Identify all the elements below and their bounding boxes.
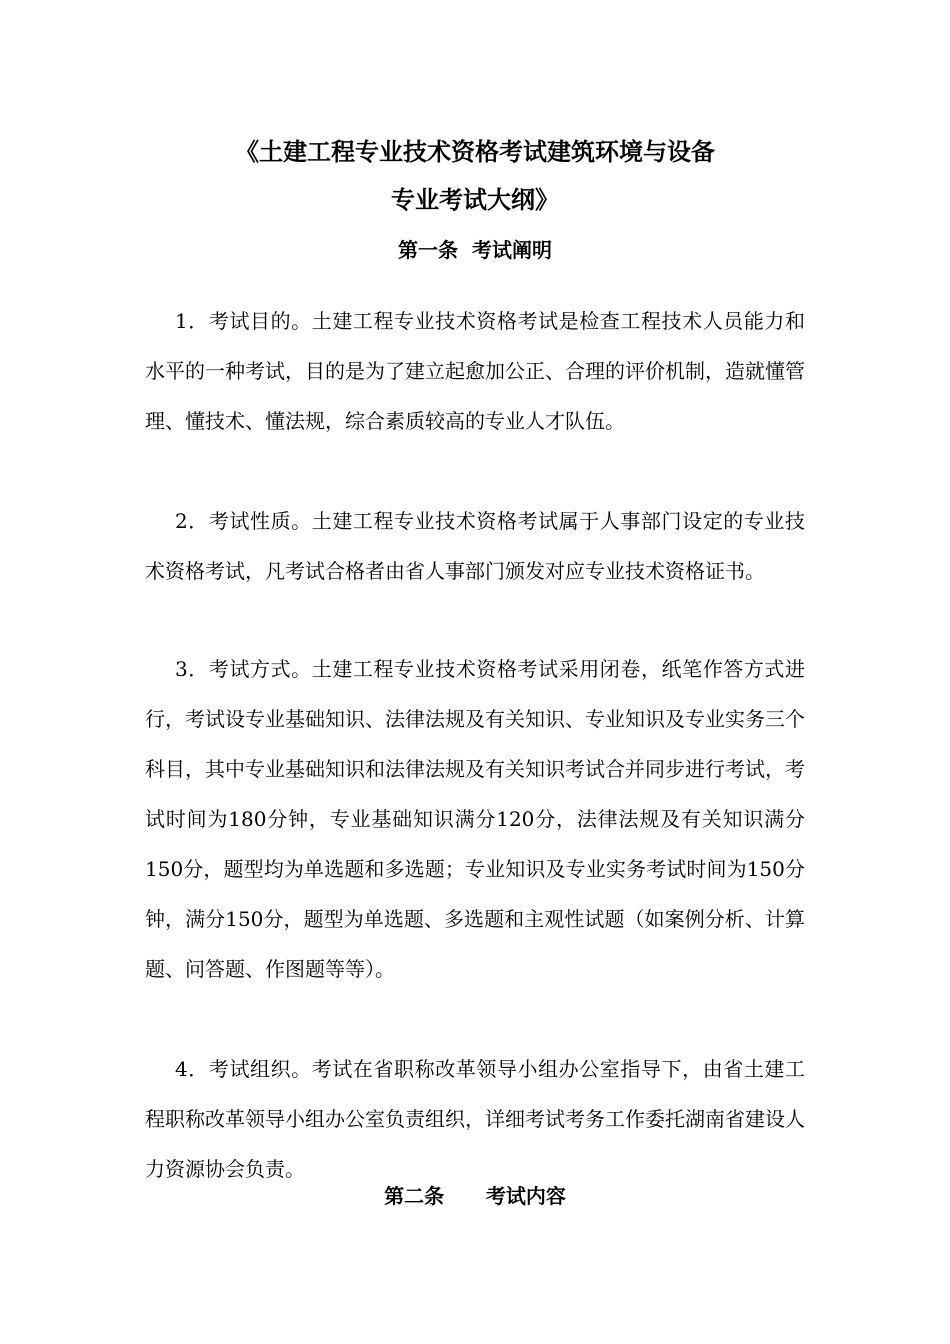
document-title-line-2: 专业考试大纲》 [391, 186, 559, 214]
paragraph-exam-organization: 4．考试组织。考试在省职称改革领导小组办公室指导下，由省土建工程职称改革领导小组办公室负责组织，详细考试考务工作委托湖南省建设人力资源协会负责。 [145, 1057, 805, 1181]
paragraph-exam-format: 3．考试方式。土建工程专业技术资格考试采用闭卷，纸笔作答方式进行，考试设专业基础知识、法律法规及有关知识、专业知识及专业实务三个科目，其中专业基础知识和法律法规及有关知识考试合并同步进行考试，考试时间为180分钟，专业基础知识满分120分，法律法规及有关知识满分150分，题型均为单选题和多选题；专业知识及专业实务考试时间为150分钟，满分150分，题型为单选题、多选题和主观性试题（如案例分析、计算题、问答题、作图题等等）。 [145, 657, 805, 981]
paragraph-exam-nature: 2．考试性质。土建工程专业技术资格考试属于人事部门设定的专业技术资格考试，凡考试合格者由省人事部门颁发对应专业技术资格证书。 [145, 509, 805, 583]
section-heading-2: 第二条 考试内容 [384, 1184, 566, 1208]
section-heading-1: 第一条 考试阐明 [398, 238, 552, 262]
document-title-line-1: 《土建工程专业技术资格考试建筑环境与设备 [235, 138, 715, 166]
paragraph-exam-purpose: 1．考试目的。土建工程专业技术资格考试是检查工程技术人员能力和水平的一种考试，目的是为了建立起愈加公正、合理的评价机制，造就懂管理、懂技术、懂法规，综合素质较高的专业人才队伍。 [145, 309, 805, 433]
